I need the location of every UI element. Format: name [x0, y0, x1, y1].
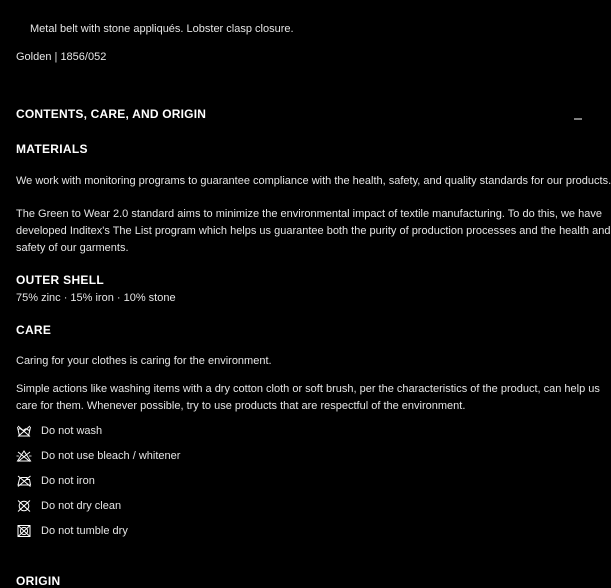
- care-paragraph-line-2: care for them. Whenever possible, try to use products that are respectful of the environment.: [16, 400, 466, 412]
- outer-shell-composition: 75% zinc · 15% iron · 10% stone: [16, 292, 176, 304]
- do-not-wash-icon: [16, 424, 32, 438]
- care-instruction-label: Do not iron: [41, 475, 95, 487]
- care-instruction: [16, 423, 102, 439]
- color-reference: Golden | 1856/052: [16, 51, 107, 63]
- care-instruction-label: Do not dry clean: [41, 500, 122, 512]
- care-instruction: [16, 498, 121, 514]
- do-not-iron-icon: [16, 474, 32, 488]
- expand-toggle-icon[interactable]: [574, 110, 582, 118]
- care-intro: Caring for your clothes is caring for the environment.: [16, 355, 272, 367]
- product-description: Metal belt with stone appliqués. Lobster clasp closure.: [30, 23, 294, 35]
- care-instruction: [16, 448, 180, 464]
- care-instruction-label: Do not tumble dry: [41, 525, 128, 537]
- care-instruction-label: Do not wash: [41, 425, 103, 437]
- materials-paragraph-2-line-3: safety of our garments.: [16, 242, 129, 254]
- do-not-tumble-dry-icon: [16, 524, 32, 538]
- do-not-bleach-icon: [16, 449, 32, 463]
- materials-paragraph-1: We work with monitoring programs to guarantee compliance with the health, safety, and quality standards for our products.: [16, 175, 611, 187]
- care-instruction: [16, 473, 95, 489]
- do-not-dry-clean-icon: [16, 499, 32, 513]
- care-instruction-label: Do not use bleach / whitener: [41, 450, 181, 462]
- care-paragraph-line-1: Simple actions like washing items with a dry cotton cloth or soft brush, per the characteristics of the product, can help us: [16, 383, 600, 395]
- materials-paragraph-2-line-1: The Green to Wear 2.0 standard aims to minimize the environmental impact of textile manufacturing. To do this, we have: [16, 208, 602, 220]
- materials-paragraph-2-line-2: developed Inditex's The List program which helps us guarantee both the purity of production processes and the health and: [16, 225, 611, 237]
- care-heading: CARE: [16, 323, 52, 337]
- outer-shell-heading: OUTER SHELL: [16, 273, 104, 287]
- care-instruction: [16, 523, 128, 539]
- contents-care-origin-toggle[interactable]: CONTENTS, CARE, AND ORIGIN: [16, 107, 207, 121]
- origin-heading: ORIGIN: [16, 574, 61, 588]
- materials-heading: MATERIALS: [16, 142, 88, 156]
